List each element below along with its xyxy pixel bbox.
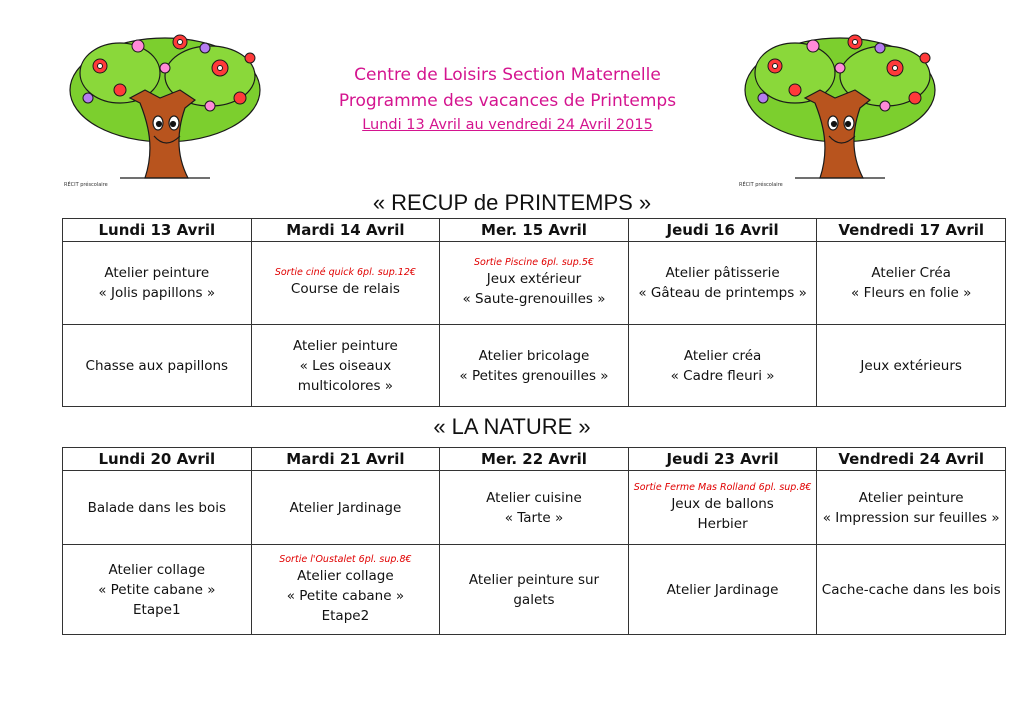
- day-header: Jeudi 16 Avril: [628, 219, 817, 242]
- header-subtitle: Programme des vacances de Printemps: [338, 91, 677, 111]
- activity-cell: [817, 242, 1006, 325]
- activity-cell: [251, 471, 440, 545]
- activity-cell: [63, 545, 252, 635]
- page-header: [280, 62, 735, 136]
- outing-note: Sortie l'Oustalet 6pl. sup.8€: [279, 553, 412, 565]
- illustration-credit: RÉCIT préscolaire: [739, 182, 783, 188]
- day-header: Lundi 20 Avril: [63, 448, 252, 471]
- activity-line: Balade dans les bois: [87, 499, 227, 516]
- activity-line: Atelier pâtisserie: [665, 265, 780, 281]
- activity-cell: [628, 545, 817, 635]
- smiling-tree-icon: [735, 28, 945, 190]
- activity-line: « Impression sur feuilles »: [822, 509, 1000, 526]
- activity-line: Jeux extérieur: [486, 271, 582, 287]
- activity-line: « Petite cabane »: [286, 587, 405, 604]
- outing-note: Sortie Piscine 6pl. sup.5€: [474, 257, 594, 268]
- activity-cell: [63, 242, 252, 325]
- activity-line: « Fleurs en folie »: [851, 285, 972, 301]
- activity-cell: [251, 325, 440, 407]
- activity-line: « Tarte »: [504, 509, 564, 526]
- header-dates: Lundi 13 Avril au vendredi 24 Avril 2015: [362, 117, 653, 133]
- activity-line: Jeux de ballons: [671, 495, 774, 512]
- week2-table: [62, 447, 1006, 635]
- activity-cell: [817, 471, 1006, 545]
- activity-line: Course de relais: [290, 281, 400, 297]
- activity-line: « Saute-grenouilles »: [462, 291, 606, 307]
- tree-illustration-right: [735, 28, 945, 190]
- activity-line: « Petites grenouilles »: [459, 367, 609, 384]
- activity-line: Jeux extérieurs: [860, 357, 962, 374]
- tree-illustration-left: [60, 28, 270, 190]
- activity-cell: [440, 545, 629, 635]
- day-header: Mardi 14 Avril: [251, 219, 440, 242]
- smiling-tree-icon: [60, 28, 270, 190]
- activity-cell: [440, 471, 629, 545]
- activity-line: Atelier peinture: [858, 489, 964, 506]
- outing-note: Sortie ciné quick 6pl. sup.12€: [274, 267, 416, 278]
- day-header: Mer. 22 Avril: [440, 448, 629, 471]
- week1-afternoon-row: [63, 325, 1006, 407]
- week1-morning-row: [63, 242, 1006, 325]
- activity-cell: [817, 325, 1006, 407]
- activity-line: Atelier collage: [108, 561, 206, 578]
- day-header: Lundi 13 Avril: [63, 219, 252, 242]
- activity-line: Atelier Jardinage: [666, 581, 779, 598]
- activity-line: Atelier bricolage: [478, 347, 590, 364]
- activity-line: galets: [513, 591, 555, 608]
- activity-line: « Petite cabane »: [98, 581, 216, 598]
- activity-line: Etape2: [321, 607, 370, 624]
- activity-cell: [440, 325, 629, 407]
- activity-line: « Les oiseaux: [299, 357, 392, 374]
- activity-line: Atelier Créa: [871, 265, 951, 281]
- activity-line: Atelier peinture sur: [468, 571, 600, 588]
- activity-cell: [63, 471, 252, 545]
- week2-afternoon-row: [63, 545, 1006, 635]
- week1-day-row: [63, 219, 1006, 242]
- activity-cell: [817, 545, 1006, 635]
- week2-morning-row: [63, 471, 1006, 545]
- header-title: Centre de Loisirs Section Maternelle: [354, 65, 661, 85]
- activity-line: Atelier collage: [297, 567, 394, 584]
- activity-line: Atelier Jardinage: [289, 499, 402, 516]
- activity-line: Etape1: [133, 601, 181, 618]
- activity-line: Atelier peinture: [104, 265, 210, 281]
- activity-cell: [440, 242, 629, 325]
- activity-line: « Gâteau de printemps »: [638, 285, 807, 301]
- activity-line: « Cadre fleuri »: [670, 367, 775, 384]
- week1-table: [62, 218, 1006, 407]
- activity-cell: [628, 242, 817, 325]
- day-header: Mardi 21 Avril: [251, 448, 440, 471]
- week2-day-row: [63, 448, 1006, 471]
- activity-line: Atelier peinture: [292, 337, 398, 354]
- activity-line: multicolores »: [297, 377, 394, 394]
- day-header: Jeudi 23 Avril: [628, 448, 817, 471]
- week2-title: « LA NATURE »: [433, 414, 591, 439]
- activity-cell: [251, 545, 440, 635]
- week1-title: « RECUP de PRINTEMPS »: [372, 190, 652, 215]
- activity-cell: [251, 242, 440, 325]
- activity-cell: [628, 471, 817, 545]
- activity-cell: [628, 325, 817, 407]
- activity-line: Cache-cache dans les bois: [821, 581, 1001, 598]
- activity-line: « Jolis papillons »: [98, 285, 216, 301]
- activity-line: Atelier créa: [683, 347, 762, 364]
- illustration-credit: RÉCIT préscolaire: [64, 182, 108, 188]
- day-header: Vendredi 24 Avril: [817, 448, 1006, 471]
- activity-line: Atelier cuisine: [486, 489, 582, 506]
- activity-line: Chasse aux papillons: [85, 357, 229, 374]
- activity-cell: [63, 325, 252, 407]
- day-header: Vendredi 17 Avril: [817, 219, 1006, 242]
- activity-line: Herbier: [697, 515, 748, 532]
- day-header: Mer. 15 Avril: [440, 219, 629, 242]
- outing-note: Sortie Ferme Mas Rolland 6pl. sup.8€: [633, 481, 812, 493]
